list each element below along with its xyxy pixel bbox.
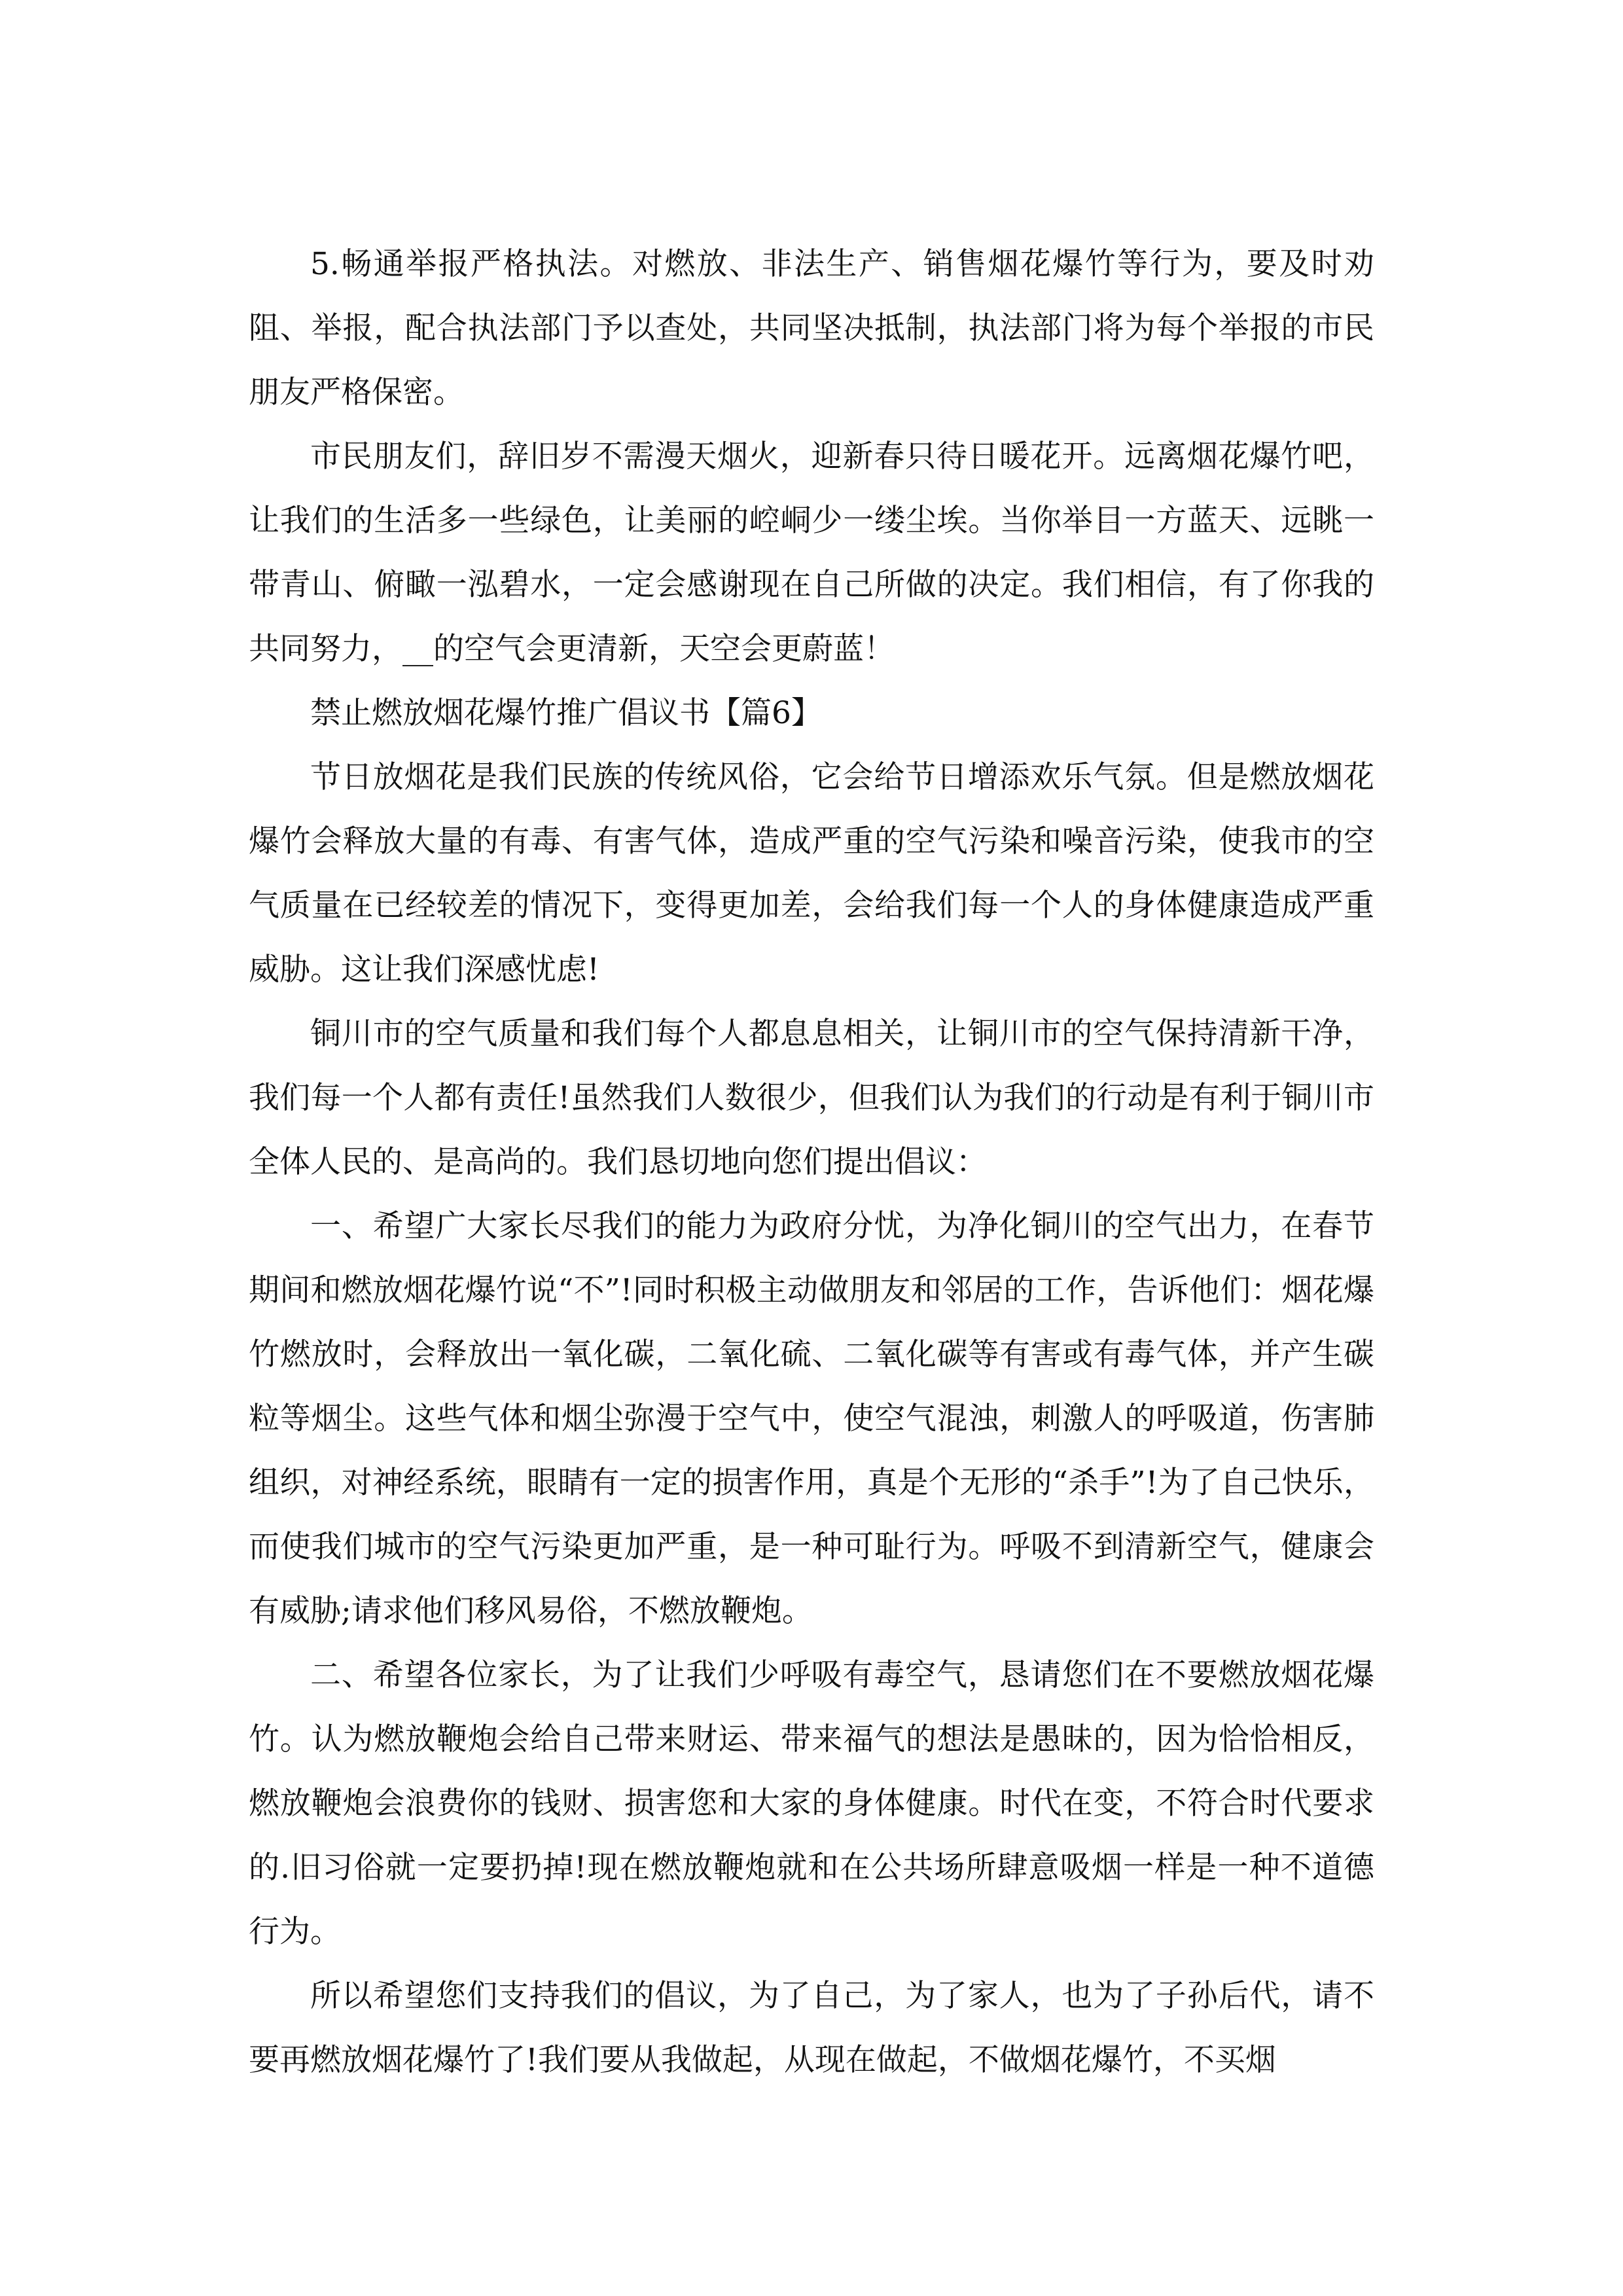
paragraph-reporting: 5.畅通举报严格执法。对燃放、非法生产、销售烟花爆竹等行为，要及时劝阻、举报，配合执法部门予以查处，共同坚决抵制，执法部门将为每个举报的市民朋友严格保密。 — [249, 246, 1374, 410]
paragraph-support-appeal: 所以希望您们支持我们的倡议，为了自己，为了家人，也为了子孙后代，请不要再燃放烟花爆竹了!我们要从我做起，从现在做起，不做烟花爆竹，不买烟 — [249, 1978, 1374, 2078]
paragraph-proposal-one: 一、希望广大家长尽我们的能力为政府分忧，为净化铜川的空气出力，在春节期间和燃放烟花爆竹说“不”!同时积极主动做朋友和邻居的工作，告诉他们：烟花爆竹燃放时，会释放出一氧化碳，二氧化硫、二氧化碳等有害或有毒气体，并产生碳粒等烟尘。这些气体和烟尘弥漫于空气中，使空气混浊，刺激人的呼吸道，伤害肺组织，对神经系统，眼睛有一定的损害作用，真是个无形的“杀手”!为了自己快乐，而使我们城市的空气污染更加严重，是一种可耻行为。呼吸不到清新空气，健康会有威胁;请求他们移风易俗，不燃放鞭炮。 — [249, 1208, 1374, 1629]
document-page — [249, 232, 1374, 2092]
section-heading: 禁止燃放烟花爆竹推广倡议书【篇6】 — [310, 695, 822, 731]
paragraph-air-quality: 铜川市的空气质量和我们每个人都息息相关，让铜川市的空气保持清新干净，我们每一个人都有责任!虽然我们人数很少，但我们认为我们的行动是有利于铜川市全体人民的、是高尚的。我们恳切地向您们提出倡议： — [249, 1016, 1374, 1180]
paragraph-proposal-two: 二、希望各位家长，为了让我们少呼吸有毒空气，恳请您们在不要燃放烟花爆竹。认为燃放鞭炮会给自己带来财运、带来福气的想法是愚昧的，因为恰恰相反，燃放鞭炮会浪费你的钱财、损害您和大家的身体健康。时代在变，不符合时代要求的.旧习俗就一定要扔掉!现在燃放鞭炮就和在公共场所肆意吸烟一样是一种不道德行为。 — [249, 1657, 1374, 1950]
paragraph-festival-fireworks: 节日放烟花是我们民族的传统风俗，它会给节日增添欢乐气氛。但是燃放烟花爆竹会释放大量的有毒、有害气体，造成严重的空气污染和噪音污染，使我市的空气质量在已经较差的情况下，变得更加差，会给我们每一个人的身体健康造成严重威胁。这让我们深感忧虑! — [249, 759, 1374, 988]
paragraph-citizens-appeal: 市民朋友们，辞旧岁不需漫天烟火，迎新春只待日暖花开。远离烟花爆竹吧，让我们的生活多一些绿色，让美丽的崆峒少一缕尘埃。当你举目一方蓝天、远眺一带青山、俯瞰一泓碧水，一定会感谢现在自己所做的决定。我们相信，有了你我的共同努力，__的空气会更清新，天空会更蔚蓝！ — [249, 439, 1374, 667]
